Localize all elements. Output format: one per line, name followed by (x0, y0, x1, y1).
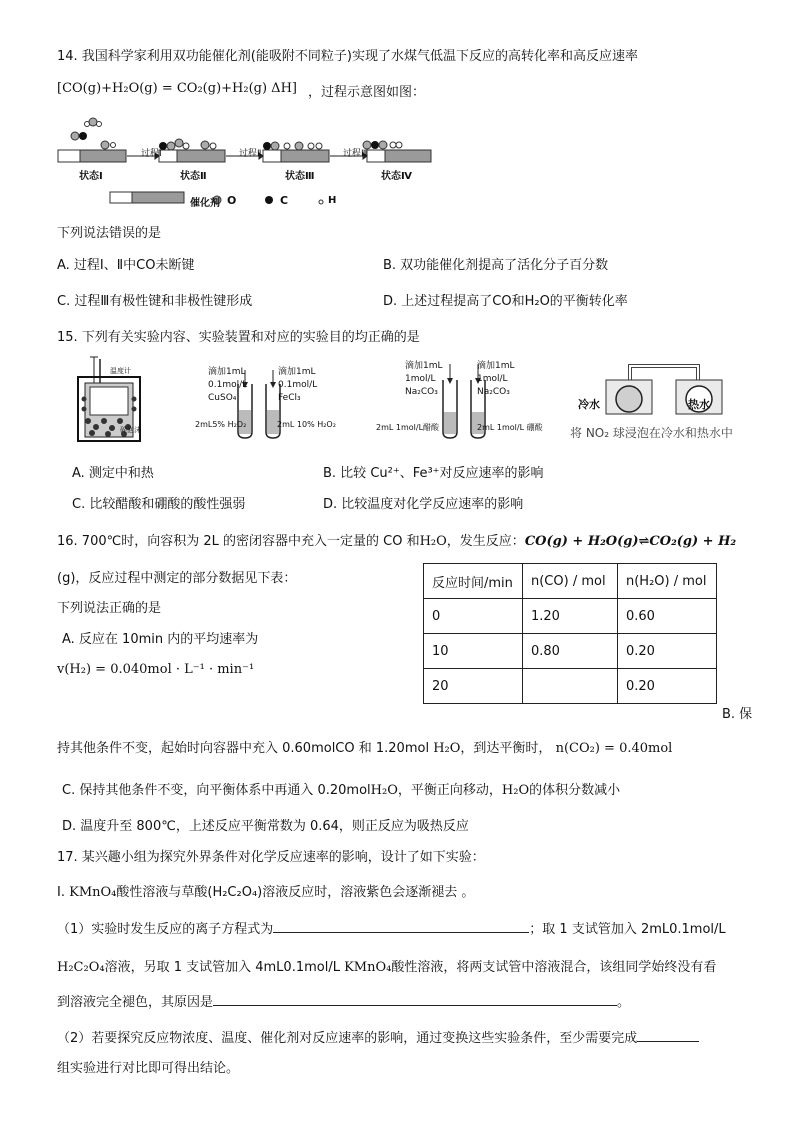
q17-sub2-line1 (57, 1027, 699, 1046)
q17-kmno4-b: KMnO₄ (344, 960, 392, 975)
legend-hydrogen: H (328, 195, 337, 206)
fig-c-right-bottom: 2mL 1mol/L 硼酸 (477, 423, 543, 432)
q17-part-i-text: 酸性溶液与草酸(H₂C₂O₄)溶液反应时，溶液紫色会逐渐褪去 。 (116, 885, 475, 900)
q16-option-b-line (57, 737, 672, 756)
q16-data-table (423, 563, 717, 704)
q16-question: 下列说法正确的是 (57, 601, 162, 616)
q15-option-b: B. 比较 Cu²⁺、Fe³⁺对反应速率的影响 (323, 466, 544, 481)
q16-option-b-nco2: n(CO₂) = 0.40mol (555, 741, 673, 756)
q17-part-i (57, 881, 474, 900)
table-header-cell: n(H₂O) / mol (618, 564, 717, 599)
fig-c-left-reagent (405, 360, 443, 399)
cold-water-label: 冷水 (578, 398, 600, 411)
diagram-label-state2: 状态Ⅱ (180, 171, 207, 182)
legend-oxygen: O (227, 194, 237, 207)
q14-stem-line1: 14. 我国科学家利用双功能催化剂(能吸附不同粒子)实现了水煤气低温下反应的高转化率和高反应速率 (57, 49, 638, 64)
diagram-label-state3: 状态Ⅲ (285, 171, 315, 182)
diagram-label-state1: 状态Ⅰ (79, 171, 103, 182)
table-header-row (424, 564, 717, 599)
q14-option-d: D. 上述过程提高了CO和H₂O的平衡转化率 (383, 294, 628, 309)
q14-process-diagram (55, 112, 435, 212)
q16-option-d: D. 温度升至 800℃，上述反应平衡常数为 0.64，则正反应为吸热反应 (62, 819, 469, 834)
q17-kmno4: KMnO₄ (69, 885, 117, 900)
q14-question: 下列说法错误的是 (57, 226, 162, 241)
table-row (424, 669, 717, 704)
table-cell: 0 (424, 599, 523, 634)
fig-b-left-reagent (208, 366, 247, 405)
q16-stem-line1 (57, 530, 736, 549)
legend-carbon: C (280, 194, 289, 207)
q15-option-d: D. 比较温度对化学反应速率的影响 (323, 497, 524, 512)
q17-sub1-text-f: 酸性溶液，将两支试管中溶液混合，该组同学始终没有看 (391, 960, 717, 975)
q16-option-c-h2o-a: H₂O (370, 783, 398, 798)
q14-equation: [CO(g)+H₂O(g) = CO₂(g)+H₂(g) ΔH] (57, 81, 297, 96)
q17-sub1-text-a: （1）实验时发生反应的离子方程式为 (57, 922, 274, 937)
fig-b-right-line2: 0.1mol/L (278, 380, 318, 390)
q16-stem-h2o: H₂O (419, 534, 447, 549)
q16-stem-part-c: ，发生反应： (446, 534, 525, 549)
q17-sub1-text-b: ；取 1 支试管加入 2mL0.1mol/L (529, 922, 726, 937)
table-cell: 20 (424, 669, 523, 704)
q16-option-c (62, 779, 620, 798)
table-cell: 0.20 (618, 634, 717, 669)
q17-sub1-text-g: 到溶液完全褪色，其原因是 (57, 995, 214, 1010)
table-cell: 0.20 (618, 669, 717, 704)
no2-bulbs-figure (600, 360, 730, 416)
legend-catalyst: 催化剂 (190, 198, 220, 209)
q17-sub1-line2 (57, 956, 716, 975)
q17-h2c2o4: H₂C₂O₄ (57, 960, 105, 975)
hot-water-label: 热水 (688, 398, 710, 411)
q16-option-a-rate: v(H₂) = 0.040mol · L⁻¹ · min⁻¹ (57, 662, 255, 677)
q14-option-a: A. 过程Ⅰ、Ⅱ中CO未断键 (57, 258, 195, 273)
fig-b-right-reagent (278, 366, 317, 405)
q14-stem-line2: ，过程示意图如图： (308, 85, 426, 100)
q16-option-b-h2o: H₂O (433, 741, 461, 756)
diagram-label-process2: 过程Ⅱ (239, 149, 262, 159)
answer-blank-3[interactable] (637, 1027, 699, 1042)
table-cell: 10 (424, 634, 523, 669)
q17-sub1-text-d: 溶液，另取 1 支试管加入 4mL0.1mol/L (104, 960, 340, 975)
table-cell: 1.20 (523, 599, 618, 634)
q17-sub1-line3 (57, 991, 630, 1010)
fig-b-right-line3: FeCl₃ (278, 393, 301, 403)
fig-b-left-line2: 0.1mol/L (208, 380, 248, 390)
answer-blank-2[interactable] (213, 991, 617, 1006)
q15-option-c: C. 比较醋酸和硼酸的酸性强弱 (72, 497, 246, 512)
fig-b-right-line1: 滴加1mL (278, 367, 316, 377)
q16-stem-line2: (g)，反应过程中测定的部分数据见下表： (57, 571, 297, 586)
fig-b-left-line3: CuSO₄ (208, 393, 237, 403)
foam-label: 碎泡沫 (120, 426, 141, 434)
q17-sub2-text-a: （2）若要探究反应物浓度、温度、催化剂对反应速率的影响，通过变换这些实验条件，至少需要完成 (57, 1031, 638, 1046)
fig-b-left-line1: 滴加1mL (208, 367, 246, 377)
q17-stem: 17. 某兴趣小组为探究外界条件对化学反应速率的影响，设计了如下实验： (57, 850, 485, 865)
fig-b-left-bottom: 2mL5% H₂O₂ (195, 420, 247, 429)
q17-sub2-line2: 组实验进行对比即可得出结论。 (57, 1061, 240, 1076)
answer-blank-1[interactable] (273, 918, 529, 933)
q16-option-c-h2o-b: H₂O (501, 783, 530, 798)
diagram-label-process1: 过程Ⅰ (141, 149, 162, 159)
q16-option-b-start: B. 保 (722, 707, 753, 722)
fig-c-right-reagent (477, 360, 515, 399)
q16-equation: CO(g) + H₂O(g)⇌CO₂(g) + H₂ (524, 534, 737, 549)
q15-option-a: A. 测定中和热 (72, 466, 154, 481)
q16-stem-part-a: 16. 700℃时，向容积为 2L 的密闭容器中充入一定量的 CO 和 (57, 534, 420, 549)
fig-c-right-line3: Na₂CO₃ (477, 387, 510, 397)
q15-stem: 15. 下列有关实验内容、实验装置和对应的实验目的均正确的是 (57, 330, 420, 345)
fig-c-left-bottom: 2mL 1mol/L醋酸 (376, 423, 440, 432)
table-row (424, 599, 717, 634)
q17-sub1-period: 。 (617, 995, 631, 1010)
q14-option-c: C. 过程Ⅲ有极性键和非极性键形成 (57, 294, 253, 309)
diagram-label-state4: 状态Ⅳ (381, 171, 412, 182)
q16-option-b-part3: ，到达平衡时， (460, 741, 552, 756)
fig-c-left-line1: 滴加1mL (405, 361, 443, 371)
q16-option-a-line1: A. 反应在 10min 内的平均速率为 (62, 632, 259, 647)
table-row (424, 634, 717, 669)
table-cell: 0.60 (618, 599, 717, 634)
q16-option-b-part1: 持其他条件不变，起始时向容器中充入 0.60molCO 和 1.20mol (57, 741, 430, 756)
q17-part-i-number: Ⅰ. (57, 885, 65, 900)
diagram-label-process3: 过程Ⅲ (343, 149, 368, 159)
table-header-cell: 反应时间/min (424, 564, 523, 599)
q16-option-c-part1: C. 保持其他条件不变，向平衡体系中再通入 0.20mol (62, 783, 371, 798)
q16-option-c-part3: ，平衡正向移动， (397, 783, 502, 798)
thermometer-label: 温度计 (110, 367, 131, 375)
fig-c-left-line3: Na₂CO₃ (405, 387, 438, 397)
fig-b-right-bottom: 2mL 10% H₂O₂ (277, 420, 336, 429)
q14-option-b: B. 双功能催化剂提高了活化分子百分数 (383, 258, 609, 273)
table-cell (523, 669, 618, 704)
fig-c-right-line1: 滴加1mL (477, 361, 515, 371)
table-cell: 0.80 (523, 634, 618, 669)
q17-sub1-line1 (57, 918, 726, 937)
fig-c-left-line2: 1mol/L (405, 374, 436, 384)
no2-caption: 将 NO₂ 球浸泡在冷水和热水中 (570, 426, 733, 440)
table-header-cell: n(CO) / mol (523, 564, 618, 599)
fig-c-right-line2: 1mol/L (477, 374, 508, 384)
q16-option-c-part5: 的体积分数减小 (529, 783, 621, 798)
